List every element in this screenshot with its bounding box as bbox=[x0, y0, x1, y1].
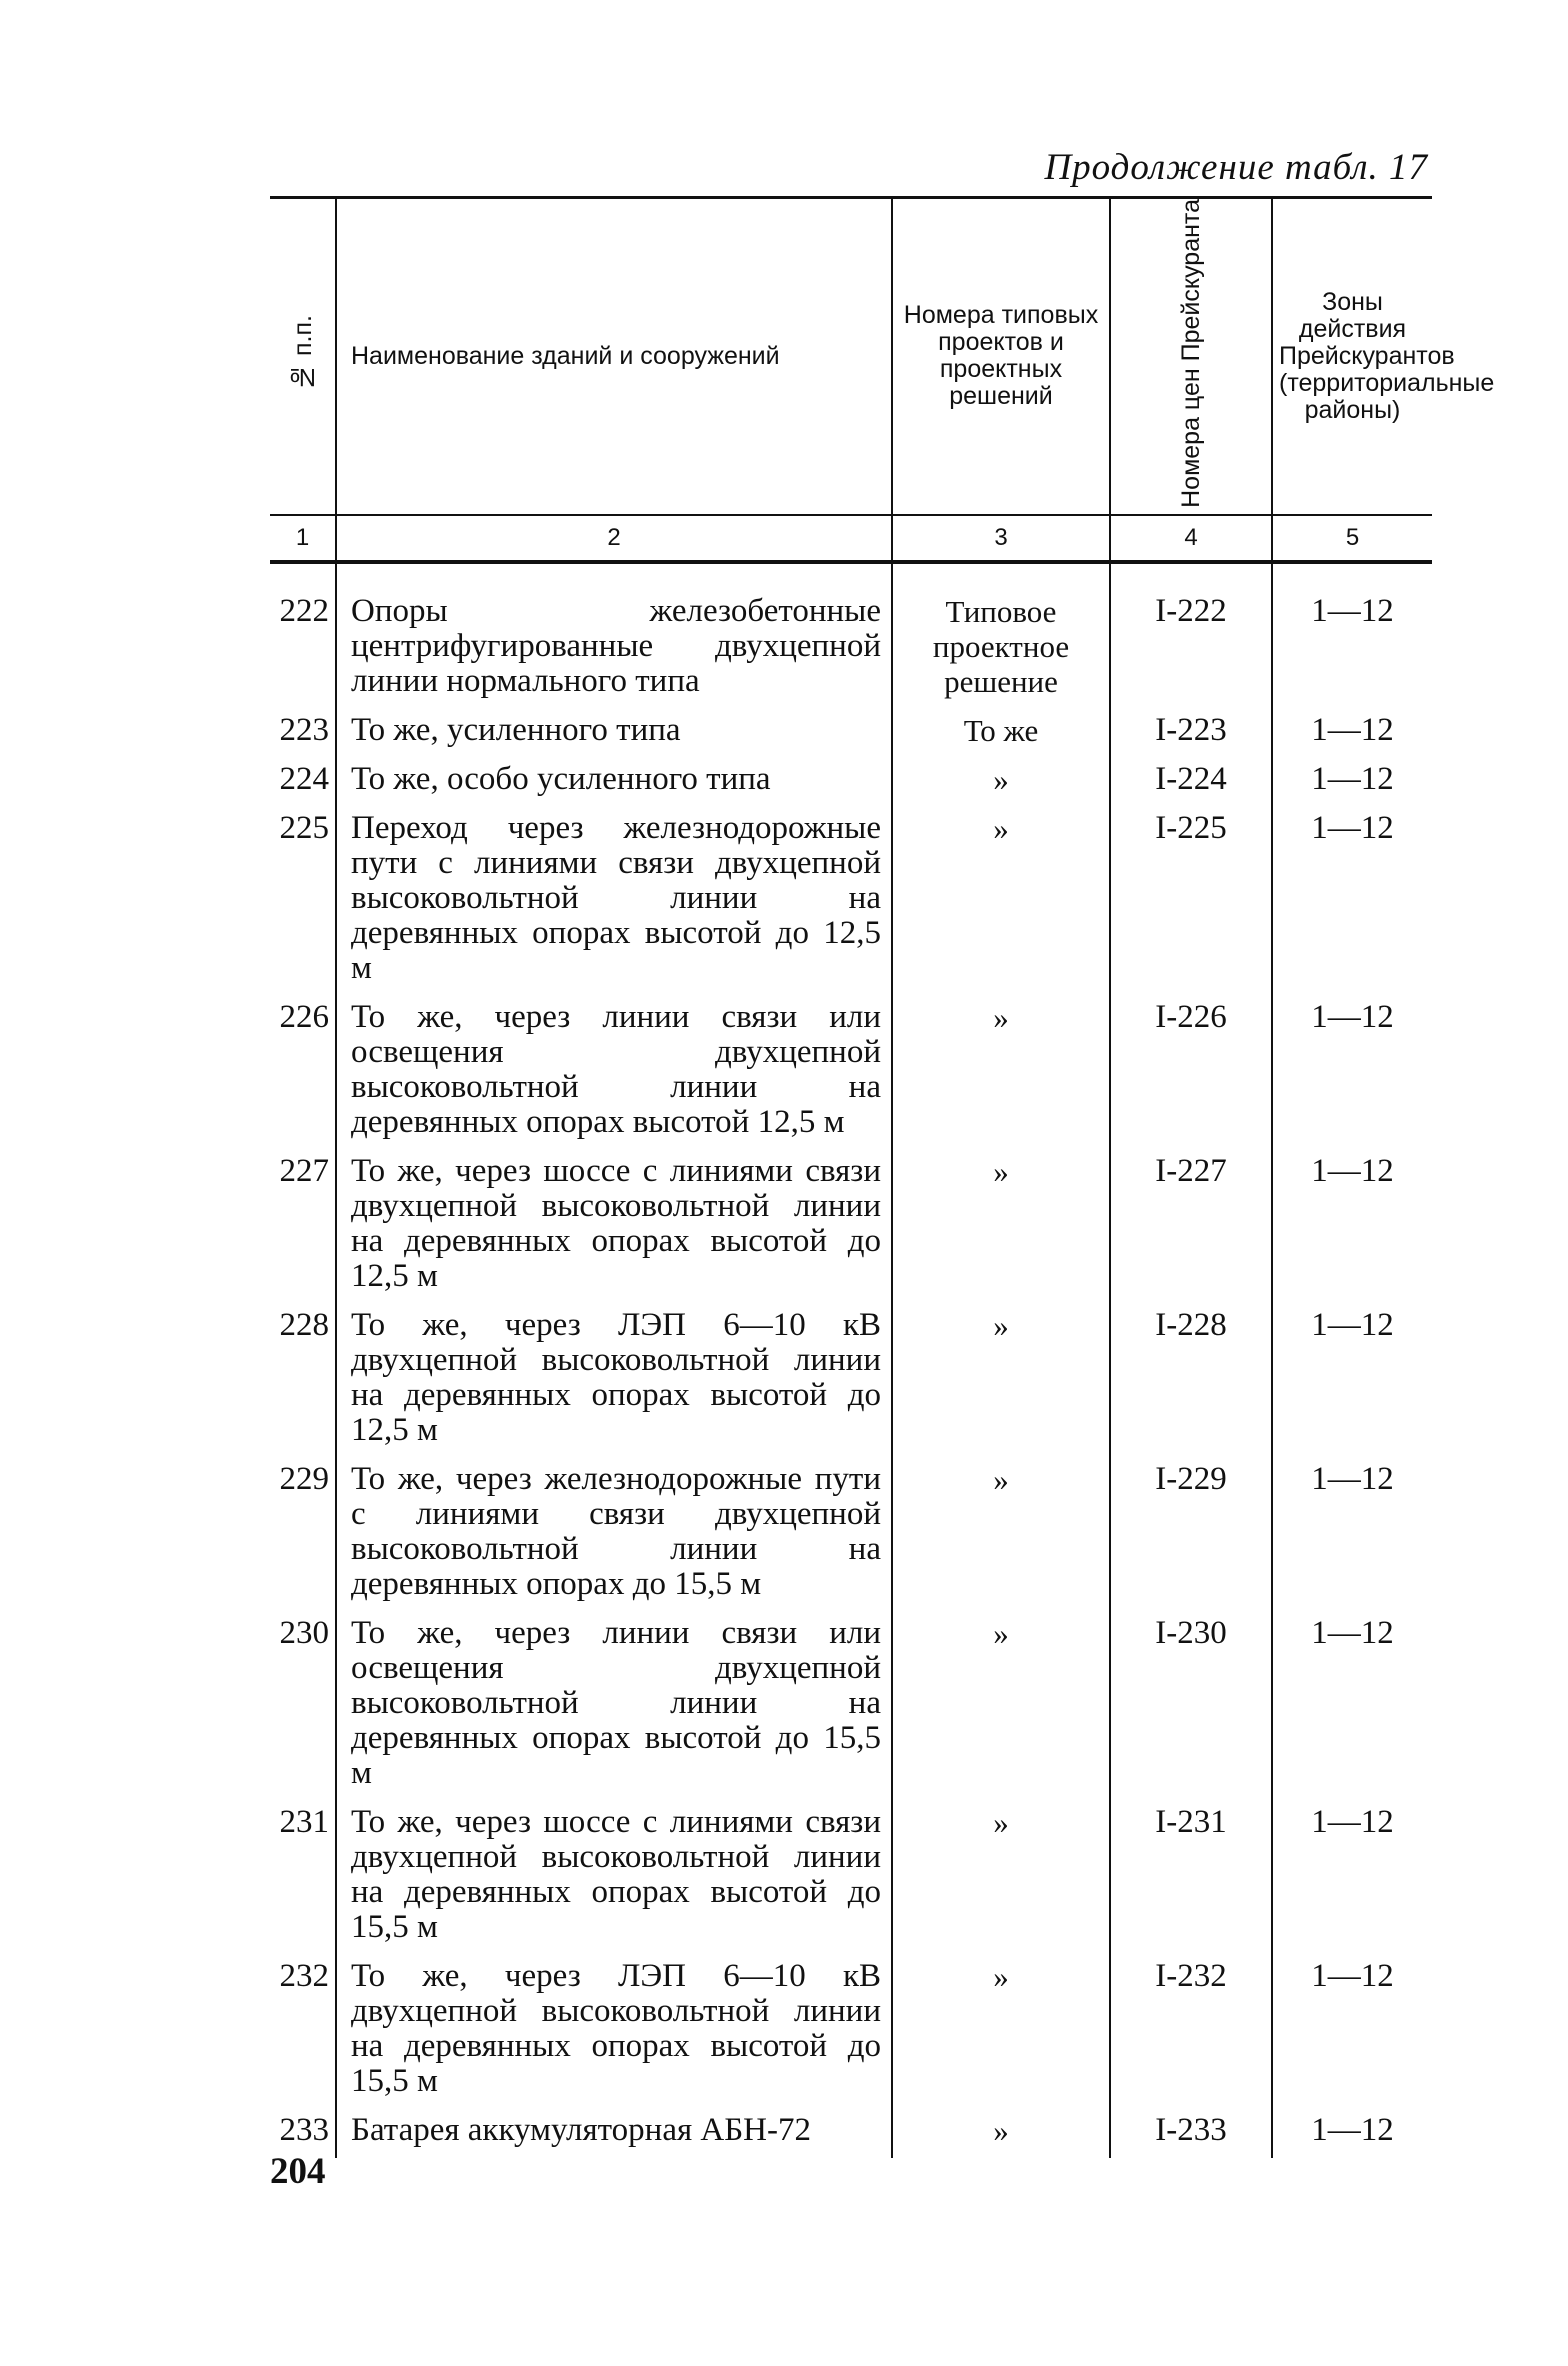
header-price-numbers-label: Номера цен Прейскуранта bbox=[1177, 199, 1205, 508]
header-row bbox=[270, 198, 1432, 515]
column-number-1: 1 bbox=[270, 515, 336, 562]
row-number: 232 bbox=[270, 1955, 336, 2109]
table-row bbox=[270, 1801, 1432, 1955]
column-number-5: 5 bbox=[1272, 515, 1432, 562]
row-zone: 1—12 bbox=[1272, 1150, 1432, 1304]
row-zone: 1—12 bbox=[1272, 1801, 1432, 1955]
row-project: » bbox=[892, 1304, 1110, 1458]
row-price-number: I-229 bbox=[1110, 1458, 1272, 1612]
header-projects: Номера типовых проектов и проектных решений bbox=[892, 198, 1110, 515]
table-row bbox=[270, 1955, 1432, 2109]
row-price-number: I-222 bbox=[1110, 562, 1272, 709]
row-name: Батарея аккумуляторная АБН-72 bbox=[336, 2109, 892, 2158]
header-number-label: № п.п. bbox=[288, 315, 317, 392]
page-number: 204 bbox=[270, 2151, 326, 2192]
row-price-number: I-233 bbox=[1110, 2109, 1272, 2158]
table-row bbox=[270, 562, 1432, 709]
table-row bbox=[270, 1612, 1432, 1801]
row-zone: 1—12 bbox=[1272, 807, 1432, 996]
row-number: 223 bbox=[270, 709, 336, 758]
row-name: То же, через железнодорожные пути с линиями связи двухцепной высоковольтной линии на деревянных опорах до 15,5 м bbox=[336, 1458, 892, 1612]
row-zone: 1—12 bbox=[1272, 996, 1432, 1150]
table-body bbox=[270, 562, 1432, 2158]
header-column-numbers bbox=[270, 515, 1432, 562]
row-project: » bbox=[892, 2109, 1110, 2158]
price-table-wrapper bbox=[270, 196, 1495, 2158]
row-name: То же, через ЛЭП 6—10 кВ двухцепной высоковольтной линии на деревянных опорах высотой до 12,5 м bbox=[336, 1304, 892, 1458]
row-price-number: I-223 bbox=[1110, 709, 1272, 758]
row-price-number: I-225 bbox=[1110, 807, 1272, 996]
row-project: » bbox=[892, 1612, 1110, 1801]
table-row bbox=[270, 758, 1432, 807]
row-project: » bbox=[892, 1955, 1110, 2109]
column-number-4: 4 bbox=[1110, 515, 1272, 562]
row-name: То же, через ЛЭП 6—10 кВ двухцепной высоковольтной линии на деревянных опорах высотой до 15,5 м bbox=[336, 1955, 892, 2109]
row-price-number: I-231 bbox=[1110, 1801, 1272, 1955]
row-zone: 1—12 bbox=[1272, 1612, 1432, 1801]
column-number-2: 2 bbox=[336, 515, 892, 562]
row-project: » bbox=[892, 1801, 1110, 1955]
table-row bbox=[270, 996, 1432, 1150]
row-price-number: I-232 bbox=[1110, 1955, 1272, 2109]
row-name: То же, через шоссе с линиями связи двухцепной высоковольтной линии на деревянных опорах высотой до 15,5 м bbox=[336, 1801, 892, 1955]
price-table bbox=[270, 196, 1495, 2158]
table-header bbox=[270, 198, 1495, 562]
header-price-numbers bbox=[1110, 198, 1272, 515]
table-row bbox=[270, 709, 1432, 758]
row-number: 226 bbox=[270, 996, 336, 1150]
row-number: 224 bbox=[270, 758, 336, 807]
row-project: » bbox=[892, 758, 1110, 807]
row-price-number: I-227 bbox=[1110, 1150, 1272, 1304]
table-row bbox=[270, 1150, 1432, 1304]
header-number bbox=[270, 198, 336, 515]
row-zone: 1—12 bbox=[1272, 562, 1432, 709]
row-price-number: I-230 bbox=[1110, 1612, 1272, 1801]
row-name: Переход через железнодорожные пути с линиями связи двухцепной высоковольтной линии на деревянных опорах высотой до 12,5 м bbox=[336, 807, 892, 996]
row-name: То же, усиленного типа bbox=[336, 709, 892, 758]
row-project: » bbox=[892, 1458, 1110, 1612]
row-number: 222 bbox=[270, 562, 336, 709]
table-continuation-caption: Продолжение табл. 17 bbox=[1044, 147, 1428, 188]
row-number: 227 bbox=[270, 1150, 336, 1304]
table-row bbox=[270, 1304, 1432, 1458]
row-price-number: I-224 bbox=[1110, 758, 1272, 807]
row-number: 233 bbox=[270, 2109, 336, 2158]
header-name: Наименование зданий и сооружений bbox=[336, 198, 892, 515]
row-project: » bbox=[892, 807, 1110, 996]
row-name: То же, через линии связи или освещения двухцепной высоковольтной линии на деревянных опорах высотой 12,5 м bbox=[336, 996, 892, 1150]
row-project: » bbox=[892, 996, 1110, 1150]
row-zone: 1—12 bbox=[1272, 1955, 1432, 2109]
table-row bbox=[270, 2109, 1432, 2158]
row-zone: 1—12 bbox=[1272, 1458, 1432, 1612]
row-number: 228 bbox=[270, 1304, 336, 1458]
table-row bbox=[270, 807, 1432, 996]
row-project: То же bbox=[892, 709, 1110, 758]
row-name: То же, через шоссе с линиями связи двухцепной высоковольтной линии на деревянных опорах высотой до 12,5 м bbox=[336, 1150, 892, 1304]
row-number: 229 bbox=[270, 1458, 336, 1612]
header-zones: Зоны действия Прейскурантов (территориальные районы) bbox=[1272, 198, 1432, 515]
table-row bbox=[270, 1458, 1432, 1612]
row-number: 231 bbox=[270, 1801, 336, 1955]
row-project: Типовое проектное решение bbox=[892, 562, 1110, 709]
row-number: 230 bbox=[270, 1612, 336, 1801]
column-number-3: 3 bbox=[892, 515, 1110, 562]
row-zone: 1—12 bbox=[1272, 758, 1432, 807]
row-number: 225 bbox=[270, 807, 336, 996]
row-price-number: I-226 bbox=[1110, 996, 1272, 1150]
row-name: То же, особо усиленного типа bbox=[336, 758, 892, 807]
row-zone: 1—12 bbox=[1272, 709, 1432, 758]
row-project: » bbox=[892, 1150, 1110, 1304]
row-price-number: I-228 bbox=[1110, 1304, 1272, 1458]
row-name: То же, через линии связи или освещения двухцепной высоковольтной линии на деревянных опорах высотой до 15,5 м bbox=[336, 1612, 892, 1801]
row-name: Опоры железобетонные центрифугированные двухцепной линии нормального типа bbox=[336, 562, 892, 709]
row-zone: 1—12 bbox=[1272, 2109, 1432, 2158]
row-zone: 1—12 bbox=[1272, 1304, 1432, 1458]
